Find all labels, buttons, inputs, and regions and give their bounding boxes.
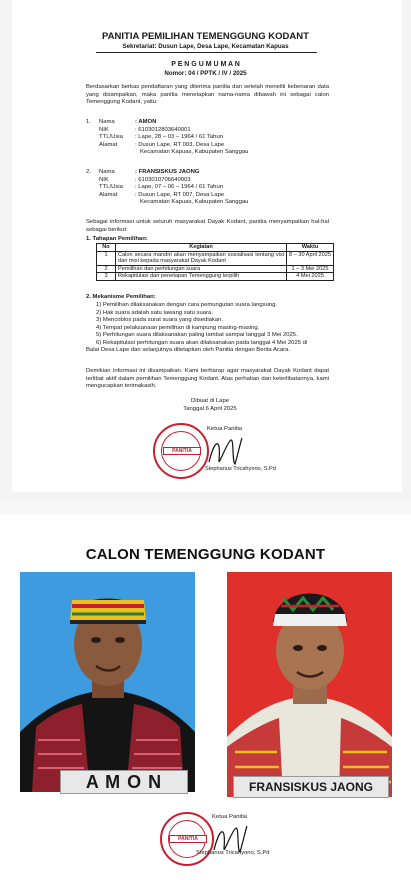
candidate-1-values bbox=[135, 119, 248, 157]
header-kegiatan: Kegiatan bbox=[116, 244, 287, 252]
candidate-1-ttl: : Lape, 28 – 03 – 1964 / 61 Tahun bbox=[135, 134, 223, 140]
candidate-2-nik: : 6103010706640003 bbox=[135, 176, 191, 183]
mechanism-heading: 2. Mekanisme Pemilihan: bbox=[86, 294, 156, 300]
candidate-2-labels bbox=[99, 169, 123, 199]
signature-place: Dibuat di Lape bbox=[191, 398, 229, 404]
stamp-label: PANITIA bbox=[169, 835, 207, 843]
candidate-1-address: : Dusun Lape, RT 003, Desa Lape bbox=[135, 141, 225, 148]
mechanism-item: 2) Hak suara adalah satu lawang satu suara. bbox=[96, 309, 213, 316]
schedule-row bbox=[97, 273, 334, 281]
candidate-2-name-plate: FRANSISKUS JAONG bbox=[233, 776, 389, 798]
candidate-1-address-2: Kecamatan Kapuas, Kabupaten Sanggau bbox=[140, 149, 249, 155]
candidate-1-name-plate: A M O N bbox=[60, 770, 188, 794]
closing-paragraph: Demikian informasi ini disampaikan. Kami berharap agar masyarakat Dayak Kodant dapat terlibat aktif dalam pemilihan Temenggung Kodant. Atas perhatian dan keterlibatannya, kami mengucapkan terimakasih. bbox=[86, 368, 329, 389]
schedule-header-row bbox=[97, 244, 334, 252]
row-no: 3 bbox=[97, 273, 116, 281]
row-activity: Calon secara mandiri akan menyampaikan sosialisasi tentang visi dan misi kepada masyarakat Dayak Kodant bbox=[116, 251, 287, 265]
candidate-2-address: : Dusun Lape, RT 007, Desa Lape bbox=[135, 191, 225, 198]
header-waktu: Waktu bbox=[287, 244, 334, 252]
secretariat-line: Sekretariat: Dusun Lape, Desa Lape, Kecamatan Kapuas bbox=[122, 43, 289, 50]
candidate-1-number: 1. bbox=[86, 119, 91, 125]
header-no: No bbox=[97, 244, 116, 252]
row-time: 4 Mei 2025 bbox=[287, 273, 334, 281]
stamp-label: PANITIA bbox=[163, 447, 201, 455]
label-nama: Nama bbox=[99, 169, 115, 175]
candidate-2-portrait bbox=[227, 572, 392, 797]
mechanism-item: 1) Pemilihan dilaksanakan dengan cara pemungutan suara langsung. bbox=[96, 302, 278, 308]
candidate-1-photo bbox=[20, 572, 195, 792]
row-no: 2 bbox=[97, 265, 116, 273]
label-alamat: Alamat bbox=[99, 191, 118, 198]
candidate-2-photo bbox=[227, 572, 392, 797]
signature-date: Tanggal 6 April 2025 bbox=[183, 406, 237, 412]
mechanism-item: 3) Mencoblos pada surat suara yang disediakan. bbox=[96, 317, 224, 323]
schedule-table-wrap bbox=[96, 243, 334, 281]
candidate-2-number: 2. bbox=[86, 169, 91, 175]
candidate-1-name: : AMON bbox=[135, 119, 157, 125]
candidate-1-labels bbox=[99, 119, 123, 149]
poster-title: CALON TEMENGGUNG KODANT bbox=[85, 546, 326, 563]
committee-stamp-bottom bbox=[160, 812, 214, 866]
label-alamat: Alamat bbox=[99, 141, 118, 148]
row-no: 1 bbox=[97, 251, 116, 265]
schedule-row bbox=[97, 265, 334, 273]
candidate-1-portrait bbox=[20, 572, 195, 792]
signature-role-bottom: Ketua Panitia bbox=[212, 814, 248, 820]
row-time: 1 – 3 Mei 2025 bbox=[287, 265, 334, 273]
info-intro: Sebagai informasi untuk seluruh masyarakat Dayak Kodant, panitia menyampaikan hal-hal sebagai berikut: bbox=[86, 219, 329, 233]
row-activity: Pemilihan dan perhitungan suara bbox=[116, 265, 287, 273]
mechanism-item: 6) Rekapitulasi perhitungan suara akan dilaksanakan pada tanggal 4 Mei 2025 di bbox=[96, 339, 308, 346]
mechanism-item: 5) Perhitungan suara dilaksanakan paling lambat sampai tanggal 3 Mei 2025. bbox=[96, 332, 298, 338]
header-rule bbox=[96, 52, 317, 53]
row-activity: Rekapitulasi dan penetapan Temenggung terpilih bbox=[116, 273, 287, 281]
schedule-heading: 1. Tahapan Pemilihan: bbox=[86, 236, 148, 242]
candidate-2-values bbox=[135, 169, 248, 207]
committee-title: PANITIA PEMILIHAN TEMENGGUNG KODANT bbox=[102, 31, 309, 42]
section-divider bbox=[0, 500, 411, 514]
mechanism-item-continued: Balai Desa Lape dan selanjutnya ditetapkan oleh Panitia dengan Berita Acara. bbox=[86, 347, 291, 353]
signature-name: Stephanus Tricahyono, S.Pd bbox=[205, 466, 276, 472]
intro-paragraph: Berdasarkan berkas pendaftaran yang diterima panitia dan setelah meneliti kebenaran data yang disampaikan, maka panitia menetapkan nama-nama dibawah ini sebagai calon Temenggung Kodant, yaitu: bbox=[86, 84, 329, 105]
committee-stamp bbox=[153, 423, 209, 479]
announcement-number: Nomor: 04 / PPTK / IV / 2025 bbox=[164, 70, 247, 77]
candidate-2-ttl: : Lape, 07 – 06 – 1964 / 61 Tahun bbox=[135, 184, 223, 190]
signature-name-bottom: Stephanus Tricahyono, S.Pd bbox=[196, 850, 270, 856]
label-ttl: TTL/Usia bbox=[99, 134, 123, 140]
mechanism-item: 4) Tempat pelaksanaan pemilihan di kampung masing-masing. bbox=[96, 324, 260, 331]
mechanism-list bbox=[86, 302, 336, 355]
label-ttl: TTL/Usia bbox=[99, 184, 123, 190]
announcement-title: P E N G U M U M A N bbox=[171, 61, 240, 68]
row-time: 8 – 30 April 2025 bbox=[287, 251, 334, 265]
signature-role: Ketua Panitia bbox=[207, 426, 243, 432]
candidate-2-name: : FRANSISKUS JAONG bbox=[135, 169, 200, 175]
candidate-2-address-2: Kecamatan Kapuas, Kabupaten Sanggau bbox=[140, 199, 249, 205]
label-nik: NIK bbox=[99, 176, 109, 183]
label-nama: Nama bbox=[99, 119, 115, 125]
candidate-1-nik: : 6103012803640001 bbox=[135, 126, 191, 133]
label-nik: NIK bbox=[99, 126, 109, 133]
schedule-table bbox=[96, 243, 334, 281]
schedule-row bbox=[97, 251, 334, 265]
